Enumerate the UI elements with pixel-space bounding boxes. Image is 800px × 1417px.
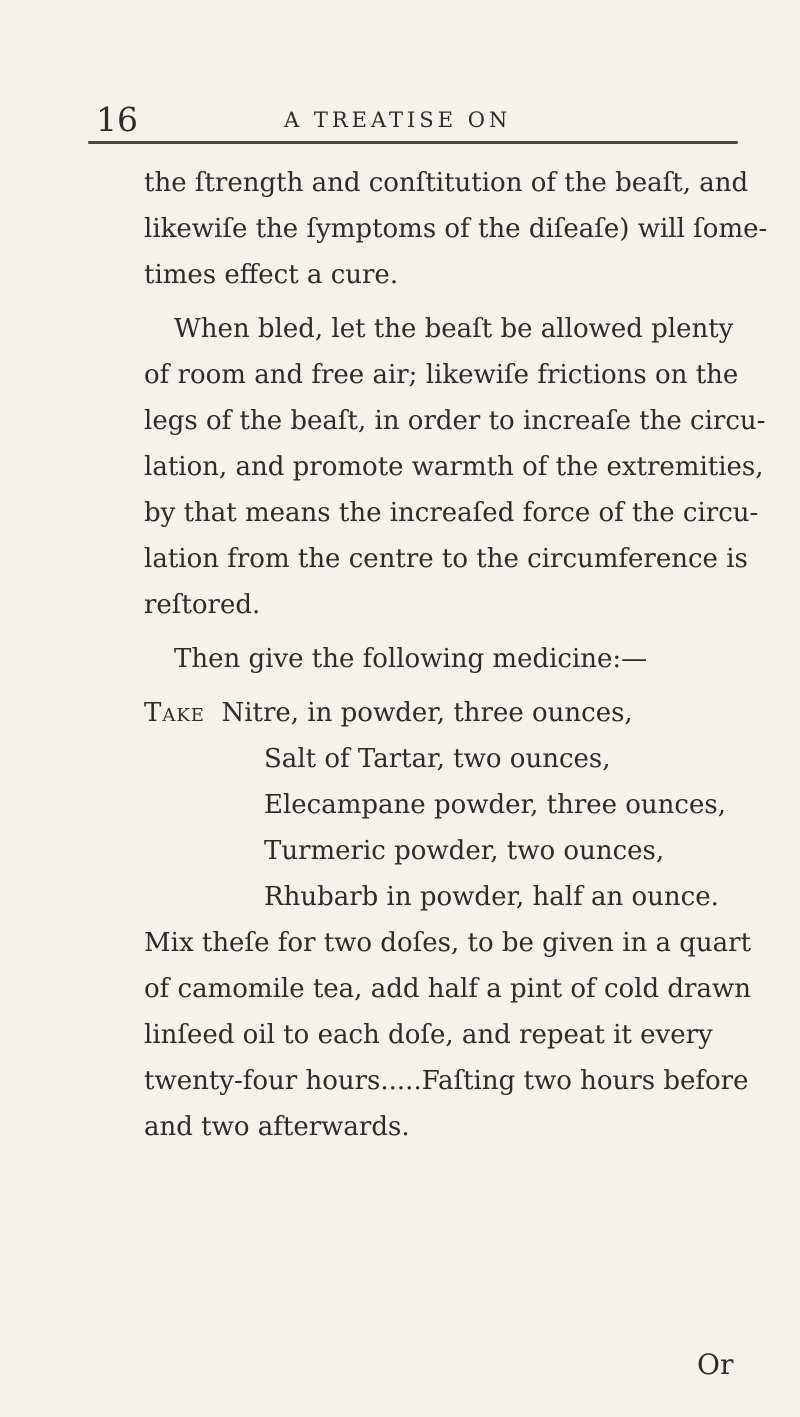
text-line: Then give the following medicine:— bbox=[174, 644, 648, 674]
ingredient-item: Salt of Tartar, two ounces, bbox=[264, 744, 611, 774]
ingredient-item: Nitre, in powder, three ounces, bbox=[221, 698, 633, 728]
page-header bbox=[88, 100, 738, 140]
ingredient-item: Elecampane powder, three ounces, bbox=[264, 790, 726, 820]
paragraph-2 bbox=[144, 306, 766, 628]
text-line: lation, and promote warmth of the extremities, bbox=[144, 452, 764, 482]
take-label: Take bbox=[144, 698, 205, 728]
text-line: When bled, let the beaſt be allowed plenty bbox=[174, 314, 734, 344]
text-line: of room and free air; likewiſe frictions on the bbox=[144, 360, 739, 390]
ingredient-item: Turmeric powder, two ounces, bbox=[264, 836, 665, 866]
text-line: linſeed oil to each doſe, and repeat it every bbox=[144, 1020, 713, 1050]
text-line: times effect a cure. bbox=[144, 260, 399, 290]
text-line: Mix theſe for two doſes, to be given in a quart bbox=[144, 928, 752, 958]
text-line: the ſtrength and conſtitution of the beaſt, and bbox=[144, 168, 749, 198]
page-number: 16 bbox=[96, 100, 138, 139]
ingredient-item: Rhubarb in powder, half an ounce. bbox=[264, 882, 719, 912]
text-line: reſtored. bbox=[144, 590, 261, 620]
instructions-paragraph bbox=[144, 920, 752, 1150]
catchword: Or bbox=[697, 1348, 734, 1381]
page-body bbox=[144, 160, 768, 1150]
running-head: A TREATISE ON bbox=[284, 108, 512, 132]
text-line: of camomile tea, add half a pint of cold drawn bbox=[144, 974, 751, 1004]
paragraph-1 bbox=[144, 160, 768, 298]
recipe-list bbox=[144, 690, 744, 920]
paragraph-3 bbox=[144, 636, 744, 682]
text-line: by that means the increaſed force of the circu- bbox=[144, 498, 759, 528]
text-line: legs of the beaſt, in order to increaſe the circu- bbox=[144, 406, 766, 436]
text-line: lation from the centre to the circumference is bbox=[144, 544, 748, 574]
header-rule bbox=[88, 141, 738, 144]
text-line: likewiſe the ſymptoms of the diſeaſe) will ſome- bbox=[144, 214, 768, 244]
recipe-first-line bbox=[144, 690, 744, 736]
text-line: and two afterwards. bbox=[144, 1112, 410, 1142]
text-line: twenty-four hours.....Faſting two hours before bbox=[144, 1066, 749, 1096]
